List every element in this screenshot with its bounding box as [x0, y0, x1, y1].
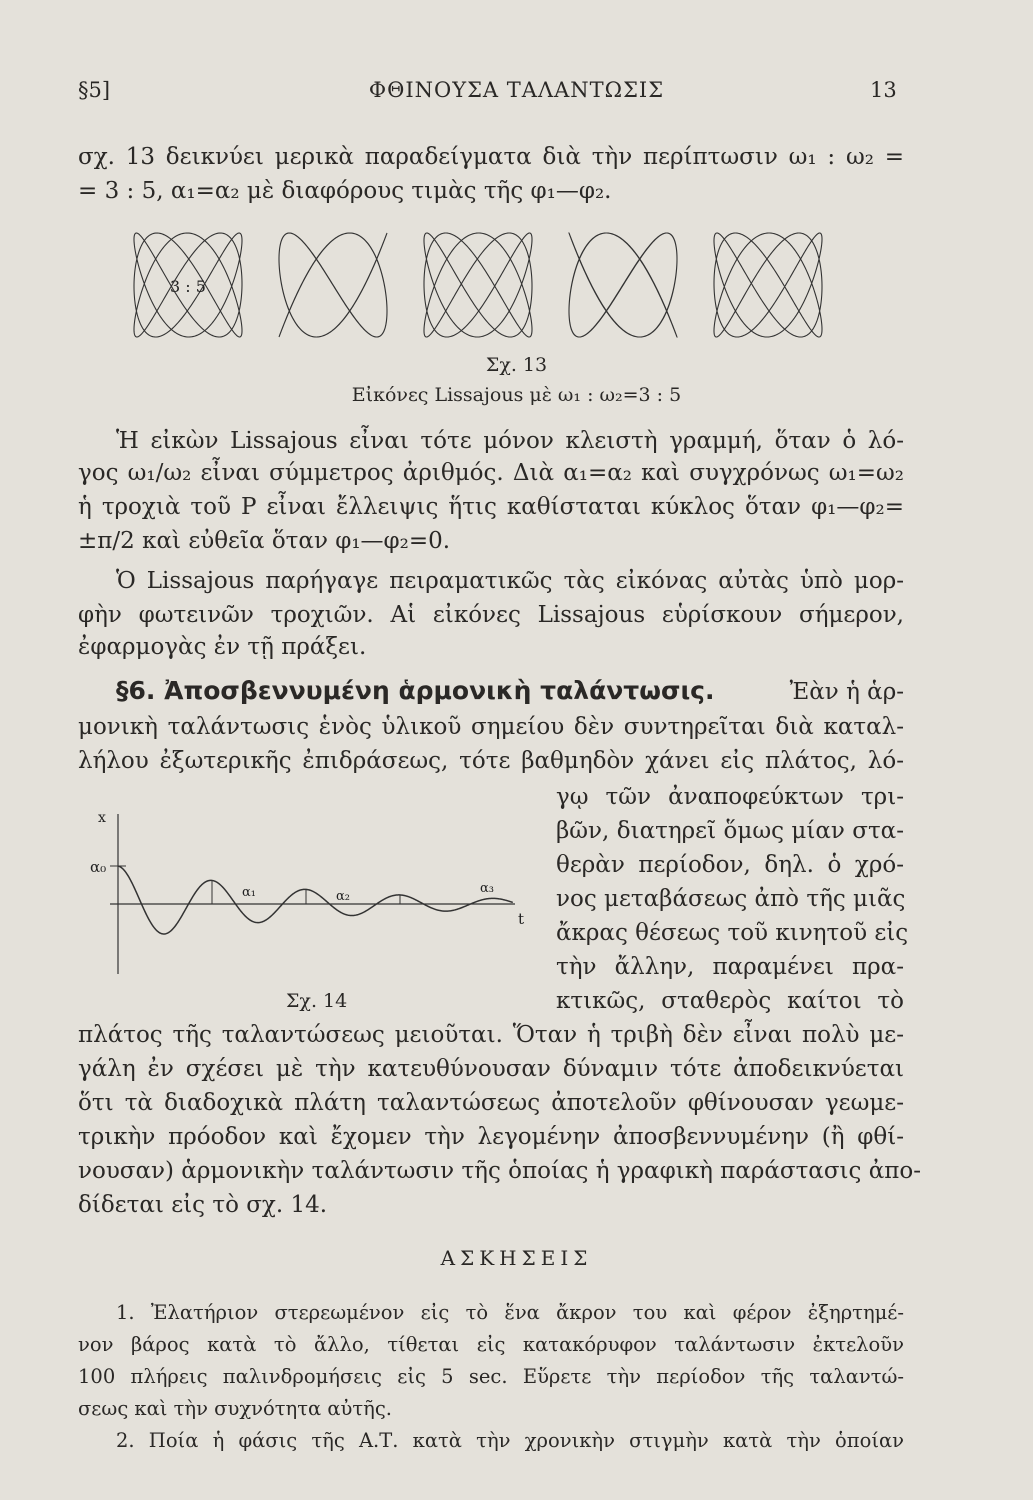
- para1-line-4: ±π/2 καὶ εὐθεῖα ὅταν φ₁—φ₂=0.: [78, 528, 451, 554]
- running-title: ΦΘΙΝΟΥΣΑ ΤΑΛΑΝΤΩΣΙΣ: [368, 78, 665, 102]
- wrap-line-1: γῳ τῶν ἀναποφεύκτων τρι-: [556, 784, 904, 810]
- after-line-3: ὅτι τὰ διαδοχικὰ πλάτη ταλαντώσεως ἀποτελοῦν φθίνουσαν γεωμε-: [78, 1090, 904, 1116]
- intro-line-1: σχ. 13 δεικνύει μερικὰ παραδείγματα διὰ τὴν περίπτωσιν ω₁ : ω₂ =: [78, 144, 904, 170]
- lissajous-curve-5: [714, 233, 822, 337]
- figure-13-caption: Εἰκόνες Lissajous μὲ ω₁ : ω₂=3 : 5: [351, 384, 682, 406]
- after-line-5: νουσαν) ἁρμονικὴν ταλάντωσιν τῆς ὁποίας ἡ γραφικὴ παράστασις ἀπο-: [78, 1158, 922, 1184]
- page-number: 13: [870, 78, 897, 102]
- after-line-6: δίδεται εἰς τὸ σχ. 14.: [78, 1192, 328, 1218]
- wrap-line-3: θερὰν περίοδον, δηλ. ὁ χρό-: [556, 852, 904, 878]
- exercises-heading: ΑΣΚΗΣΕΙΣ: [440, 1246, 593, 1270]
- section-6-title: §6. Ἀποσβεννυμένη ἁρμονικὴ ταλάντωσις.: [116, 676, 715, 705]
- figure-13-number: Σχ. 13: [485, 354, 548, 376]
- exercise-1-line-4: σεως καὶ τὴν συχνότητα αὐτῆς.: [78, 1397, 392, 1420]
- exercise-1-line-1: 1. Ἐλατήριον στερεωμένον εἰς τὸ ἕνα ἄκρον του καὶ φέρον ἐξηρτημέ-: [116, 1301, 904, 1324]
- after-line-1: πλάτος τῆς ταλαντώσεως μειοῦται. Ὅταν ἡ τριβὴ δὲν εἶναι πολὺ με-: [78, 1022, 904, 1048]
- para1-line-2: γος ω₁/ω₂ εἶναι σύμμετρος ἀριθμός. Διὰ α₁=α₂ καὶ συγχρόνως ω₁=ω₂: [78, 460, 904, 486]
- figure-14-damped-oscillation: [90, 806, 530, 986]
- axis-t-label: t: [518, 910, 525, 928]
- section-marker: §5]: [78, 78, 111, 102]
- lissajous-ratio-label: 3 : 5: [170, 277, 206, 296]
- section-6-line-1-rest: Ἐὰν ἡ ἁρ-: [789, 679, 904, 705]
- lissajous-curve-4: [569, 233, 677, 337]
- amplitude-a1-label: α₁: [242, 885, 256, 900]
- wrap-line-6: τὴν ἄλλην, παραμένει πρα-: [556, 954, 904, 980]
- para2-line-3: ἐφαρμογὰς ἐν τῇ πράξει.: [78, 634, 367, 660]
- axis-x-label: x: [98, 810, 106, 826]
- amplitude-a2-label: α₂: [336, 889, 350, 904]
- lissajous-curve-2: [279, 233, 387, 337]
- after-line-4: τρικὴν πρόοδον καὶ ἔχομεν τὴν λεγομένην ἀποσβεννυμένην (ἢ φθί-: [78, 1124, 904, 1150]
- intro-line-2: = 3 : 5, α₁=α₂ μὲ διαφόρους τιμὰς τῆς φ₁—φ₂.: [78, 178, 612, 204]
- amplitude-a0-label: α₀: [90, 858, 107, 876]
- wrap-line-5: ἄκρας θέσεως τοῦ κινητοῦ εἰς: [556, 920, 909, 946]
- wrap-line-4: νος μεταβάσεως ἀπὸ τῆς μιᾶς: [556, 886, 906, 912]
- para2-line-1: Ὁ Lissajous παρήγαγε πειραματικῶς τὰς εἰκόνας αὐτὰς ὑπὸ μορ-: [116, 568, 904, 594]
- section-6-first-line: [116, 676, 904, 705]
- after-line-2: γάλη ἐν σχέσει μὲ τὴν κατευθύνουσαν δύναμιν τότε ἀποδεικνύεται: [78, 1056, 904, 1082]
- wrap-line-7: κτικῶς, σταθερὸς καίτοι τὸ: [556, 988, 904, 1014]
- amplitude-a3-label: α₃: [480, 881, 494, 896]
- section-6-line-2: μονικὴ ταλάντωσις ἑνὸς ὑλικοῦ σημείου δὲν συντηρεῖται διὰ καταλ-: [78, 714, 904, 740]
- para2-line-2: φὴν φωτεινῶν τροχιῶν. Αἱ εἰκόνες Lissajous εὑρίσκουν σήμερον,: [78, 602, 904, 628]
- exercise-1-line-2: νον βάρος κατὰ τὸ ἄλλο, τίθεται εἰς κατακόρυφον ταλάντωσιν ἐκτελοῦν: [78, 1333, 904, 1356]
- damped-curve: [118, 866, 513, 934]
- wrap-line-2: βῶν, διατηρεῖ ὅμως μίαν στα-: [556, 818, 904, 844]
- para1-line-1: Ἡ εἰκὼν Lissajous εἶναι τότε μόνον κλειστὴ γραμμή, ὅταν ὁ λό-: [116, 428, 904, 454]
- figure-14-number: Σχ. 14: [286, 990, 348, 1012]
- section-6-line-3: λήλου ἐξωτερικῆς ἐπιδράσεως, τότε βαθμηδὸν χάνει εἰς πλάτος, λό-: [78, 748, 904, 774]
- figure-13-lissajous: [130, 220, 850, 350]
- lissajous-curve-3: [424, 233, 532, 337]
- exercise-1-line-3: 100 πλήρεις παλινδρομήσεις εἰς 5 sec. Εὕρετε τὴν περίοδον τῆς ταλαντώ-: [78, 1365, 904, 1388]
- exercise-2-line-1: 2. Ποία ἡ φάσις τῆς Α.Τ. κατὰ τὴν χρονικὴν στιγμὴν κατὰ τὴν ὁποίαν: [116, 1429, 904, 1452]
- para1-line-3: ἡ τροχιὰ τοῦ P εἶναι ἔλλειψις ἥτις καθίσταται κύκλος ὅταν φ₁—φ₂=: [78, 494, 904, 520]
